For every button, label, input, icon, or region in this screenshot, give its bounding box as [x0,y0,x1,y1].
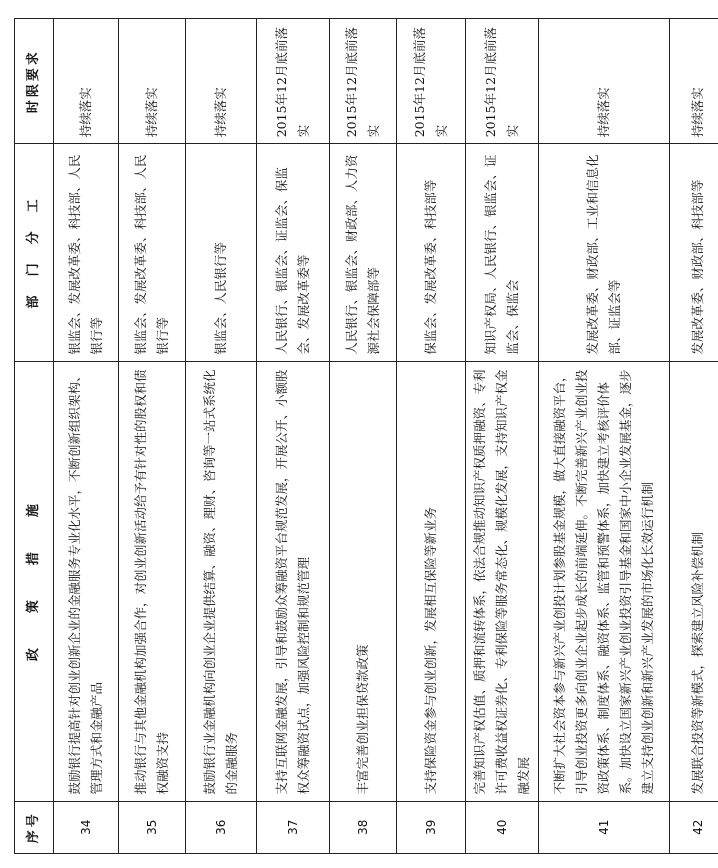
policy-table [14,18,718,854]
dept-text: 银监会、人民银行等 [186,144,257,361]
header-time: 时限要求 [15,19,54,144]
row-number: 34 [54,801,119,853]
row-number: 41 [539,801,670,853]
row-number: 40 [466,801,539,853]
time-text: 持续落实 [670,19,718,144]
header-no: 序号 [15,801,54,853]
policy-text: 鼓励银行提高针对创业创新企业的金融服务专业化水平，不断创新组织架构、管理方式和金融产品 [54,361,119,801]
table-row [186,19,257,854]
time-text: 2015年12月底前落实 [466,19,539,144]
row-number: 38 [330,801,397,853]
time-text: 持续落实 [119,19,186,144]
dept-text: 发展改革委、财政部、科技部等 [670,144,718,361]
header-dept: 部 门 分 工 [15,144,54,361]
header-policy: 政 策 措 施 [15,361,54,801]
table-row [330,19,397,854]
policy-text: 丰富完善创业担保贷款政策 [330,361,397,801]
dept-text: 保监会、发展改革委、科技部等 [397,144,466,361]
policy-text: 支持互联网金融发展，引导和鼓励众筹融资平台规范发展，开展公开、小额股权众筹融资试点，加强风险控制和规范管理 [257,361,330,801]
table-row [466,19,539,854]
time-text: 2015年12月底前落实 [330,19,397,144]
policy-text: 完善知识产权估值、质押和流转体系，依法合规推动知识产权质押融资、专利许可费收益权证券化、专利保险等服务常态化、规模化发展，支持知识产权金融发展 [466,361,539,801]
row-number: 39 [397,801,466,853]
time-text: 2015年12月底前落实 [397,19,466,144]
dept-text: 银监会、发展改革委、科技部、人民银行等 [54,144,119,361]
policy-text: 发展联合投资等新模式，探索建立风险补偿机制 [670,361,718,801]
policy-text: 推动银行与其他金融机构加强合作，对创业创新活动给予有针对性的股权和债权融资支持 [119,361,186,801]
dept-text: 银监会、发展改革委、科技部、人民银行等 [119,144,186,361]
table-row [257,19,330,854]
table-row [539,19,670,854]
dept-text: 人民银行、银监会、财政部、人力资源社会保障部等 [330,144,397,361]
dept-text: 知识产权局、人民银行、银监会、证监会、保监会 [466,144,539,361]
table-row [119,19,186,854]
policy-text: 支持保险资金参与创业创新，发展相互保险等新业务 [397,361,466,801]
dept-text: 发展改革委、财政部、工业和信息化部、证监会等 [539,144,670,361]
row-number: 42 [670,801,718,853]
time-text: 持续落实 [186,19,257,144]
time-text: 2015年12月底前落实 [257,19,330,144]
row-number: 36 [186,801,257,853]
time-text: 持续落实 [54,19,119,144]
policy-text: 不断扩大社会资本参与新兴产业创投计划参股基金规模，做大直接融资平台，引导创业投资更多向创业企业起步成长的前端延伸。不断完善新兴产业创业投资政策体系、制度体系、融资体系、监管和预警体系，加快建立考核评价体系。加快设立国家新兴产业创业投资引导基金和国家中小企业发展基金，逐步建立支持创业创新和新兴产业发展的市场化长效运行机制 [539,361,670,801]
policy-text: 鼓励银行业金融机构向创业企业提供结算、融资、理财、咨询等一站式系统化的金融服务 [186,361,257,801]
time-text: 持续落实 [539,19,670,144]
row-number: 37 [257,801,330,853]
table-row [670,19,718,854]
header-row [15,19,54,854]
table-row [54,19,119,854]
table-row [397,19,466,854]
row-number: 35 [119,801,186,853]
dept-text: 人民银行、银监会、证监会、保监会、发展改革委等 [257,144,330,361]
